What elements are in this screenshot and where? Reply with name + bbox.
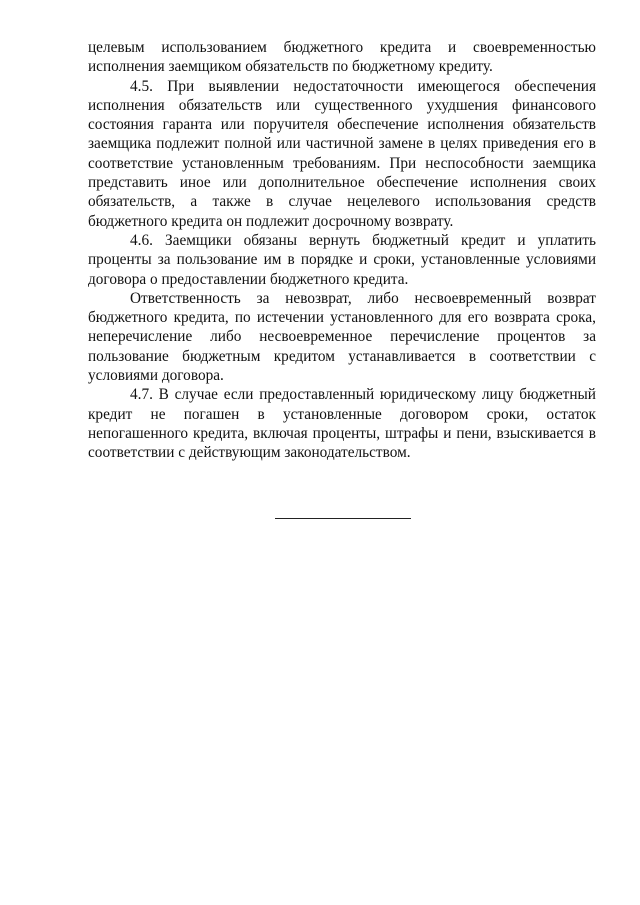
text-line: 4.7. В случае если предоставленный юридическому лицу бюджетный bbox=[130, 386, 596, 404]
text-line: договора о предоставлении бюджетного кредита. bbox=[88, 270, 409, 288]
text-line: кредит не погашен в установленные договором сроки, остаток bbox=[88, 405, 596, 423]
text-line: 4.5. При выявлении недостаточности имеющегося обеспечения bbox=[130, 77, 596, 95]
paragraph bbox=[88, 385, 596, 462]
text-line: 4.6. Заемщики обязаны вернуть бюджетный кредит и уплатить bbox=[130, 231, 596, 249]
text-line: Ответственность за невозврат, либо несвоевременный возврат bbox=[130, 289, 596, 307]
text-line: неперечисление либо несвоевременное перечисление процентов за bbox=[88, 328, 596, 346]
text-line: проценты за пользование им в порядке и сроки, установленные условиями bbox=[88, 251, 596, 269]
text-line: непогашенного кредита, включая проценты, штрафы и пени, взыскивается в bbox=[88, 424, 596, 442]
text-line: целевым использованием бюджетного кредита и своевременностью bbox=[88, 39, 596, 56]
text-line: бюджетного кредита, по истечении установленного для его возврата срока, bbox=[88, 309, 596, 327]
paragraph bbox=[88, 289, 596, 385]
paragraph bbox=[88, 77, 596, 231]
text-line: заемщика подлежит полной или частичной замене в целях приведения его в bbox=[88, 135, 596, 153]
text-line: условиями договора. bbox=[88, 367, 224, 385]
paragraph bbox=[88, 38, 596, 77]
text-line: обязательств, а также в случае нецелевого использования средств bbox=[88, 193, 596, 211]
text-line: исполнения заемщиком обязательств по бюджетному кредиту. bbox=[88, 58, 493, 76]
text-line: представить иное или дополнительное обеспечение исполнения своих bbox=[88, 174, 596, 192]
text-line: исполнения обязательств или существенного ухудшения финансового bbox=[88, 96, 596, 114]
text-line: бюджетного кредита он подлежит досрочному возврату. bbox=[88, 212, 454, 230]
document-body bbox=[88, 38, 596, 463]
text-line: соответствие установленным требованиям. При неспособности заемщика bbox=[88, 154, 596, 172]
end-separator-line bbox=[275, 518, 411, 519]
text-line: соответствии с действующим законодательством. bbox=[88, 444, 411, 462]
text-line: состояния гаранта или поручителя обеспечение исполнения обязательств bbox=[88, 116, 596, 134]
text-line: пользование бюджетным кредитом устанавливается в соответствии с bbox=[88, 347, 596, 365]
paragraph bbox=[88, 231, 596, 289]
